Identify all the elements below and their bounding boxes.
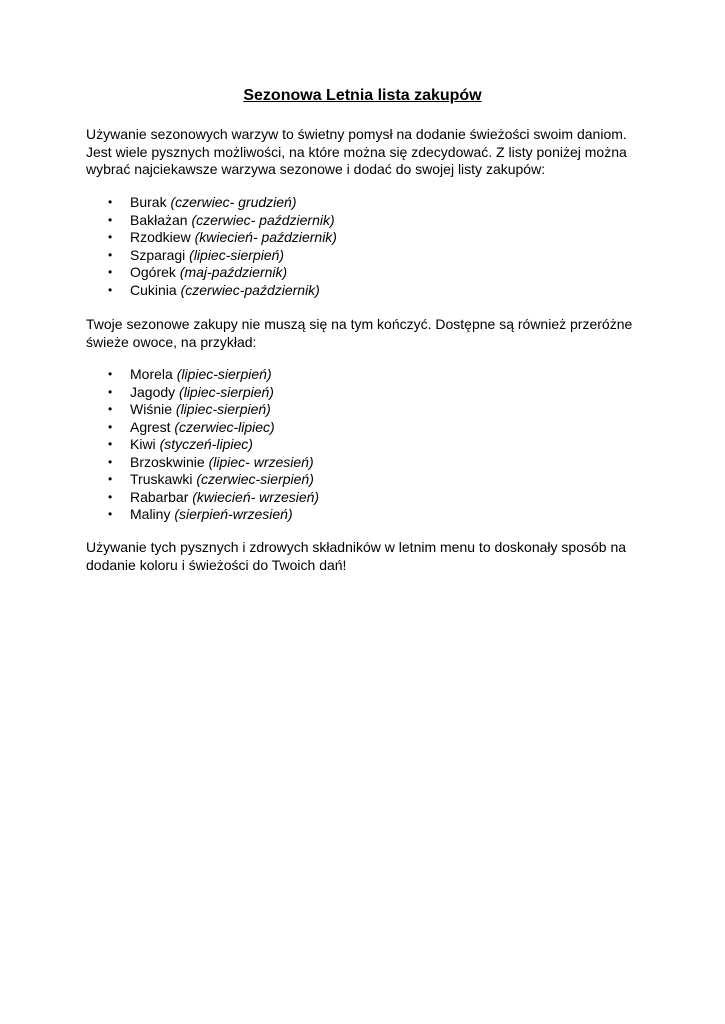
fruits-list — [108, 366, 319, 524]
bullet-icon: • — [108, 282, 113, 297]
list-item — [108, 282, 337, 300]
bullet-icon: • — [108, 212, 113, 227]
item-season: (kwiecień- październik) — [194, 229, 337, 245]
bullet-icon: • — [108, 230, 113, 244]
list-item — [108, 264, 337, 282]
item-name: Szparagi — [130, 246, 186, 263]
item-name: Wiśnie — [130, 401, 173, 417]
list-item — [108, 471, 319, 489]
bullet-icon: • — [108, 265, 113, 279]
item-season: (lipiec-sierpień) — [189, 246, 285, 263]
bullet-icon: • — [108, 507, 113, 521]
bullet-icon: • — [108, 247, 113, 262]
bullet-icon: • — [108, 402, 113, 416]
document-title: Sezonowa Letnia lista zakupów — [243, 87, 482, 104]
item-season: (styczeń-lipiec) — [159, 436, 253, 452]
item-season: (czerwiec- grudzień) — [170, 194, 297, 210]
item-name: Agrest — [130, 418, 175, 435]
item-name: Cukinia — [130, 281, 177, 298]
bullet-icon: • — [108, 195, 113, 209]
list-item — [108, 454, 319, 472]
item-season: (maj-październik) — [179, 264, 288, 280]
item-season: (lipiec-sierpień) — [175, 401, 271, 417]
bullet-icon: • — [108, 454, 113, 469]
item-season: (czerwiec-lipiec) — [174, 418, 275, 435]
bullet-icon: • — [108, 419, 113, 434]
item-name: Burak — [130, 194, 167, 210]
list-item — [108, 506, 319, 524]
item-name: Jagody — [130, 383, 176, 400]
list-item — [108, 194, 337, 212]
item-name: Maliny — [130, 506, 171, 522]
bullet-icon: • — [108, 384, 113, 399]
item-name: Rzodkiew — [130, 229, 191, 245]
list-item — [108, 212, 337, 230]
item-name: Brzoskwinie — [130, 453, 205, 470]
item-season: (kwiecień- wrzesień) — [192, 488, 320, 505]
bullet-icon: • — [108, 472, 113, 486]
list-item — [108, 247, 337, 265]
closing-paragraph: Używanie tych pysznych i zdrowych składników w letnim menu to doskonały sposób na dodanie koloru i świeżości do Twoich dań! — [86, 539, 627, 573]
vegetables-list — [108, 194, 337, 299]
list-item — [108, 366, 319, 384]
item-season: (lipiec-sierpień) — [179, 383, 274, 400]
item-name: Truskawki — [130, 471, 193, 487]
item-season: (lipiec- wrzesień) — [208, 453, 314, 470]
item-name: Rabarbar — [130, 488, 189, 505]
intro-paragraph: Używanie sezonowych warzyw to świetny pomysł na dodanie świeżości swoim daniom. Jest wiele pysznych możliwości, na które można się zdecydować. Z listy poniżej można wybrać najciekawsze warzywa sezonowe i dodać do swojej listy zakupów: — [86, 126, 627, 177]
item-season: (czerwiec- październik) — [191, 211, 335, 228]
item-season: (czerwiec-październik) — [180, 281, 320, 298]
item-season: (sierpień-wrzesień) — [174, 506, 293, 522]
bullet-icon: • — [108, 367, 113, 381]
list-item — [108, 229, 337, 247]
list-item — [108, 436, 319, 454]
item-season: (czerwiec-sierpień) — [196, 471, 314, 487]
item-name: Bakłażan — [130, 211, 188, 228]
item-name: Ogórek — [130, 264, 176, 280]
list-item — [108, 419, 319, 437]
item-name: Kiwi — [130, 436, 156, 452]
fruits-intro-paragraph: Twoje sezonowe zakupy nie muszą się na tym kończyć. Dostępne są również przeróżne świeże owoce, na przykład: — [86, 316, 633, 350]
list-item — [108, 489, 319, 507]
item-season: (lipiec-sierpień) — [176, 366, 272, 382]
bullet-icon: • — [108, 489, 113, 504]
item-name: Morela — [130, 366, 173, 382]
list-item — [108, 401, 319, 419]
bullet-icon: • — [108, 437, 113, 451]
list-item — [108, 384, 319, 402]
